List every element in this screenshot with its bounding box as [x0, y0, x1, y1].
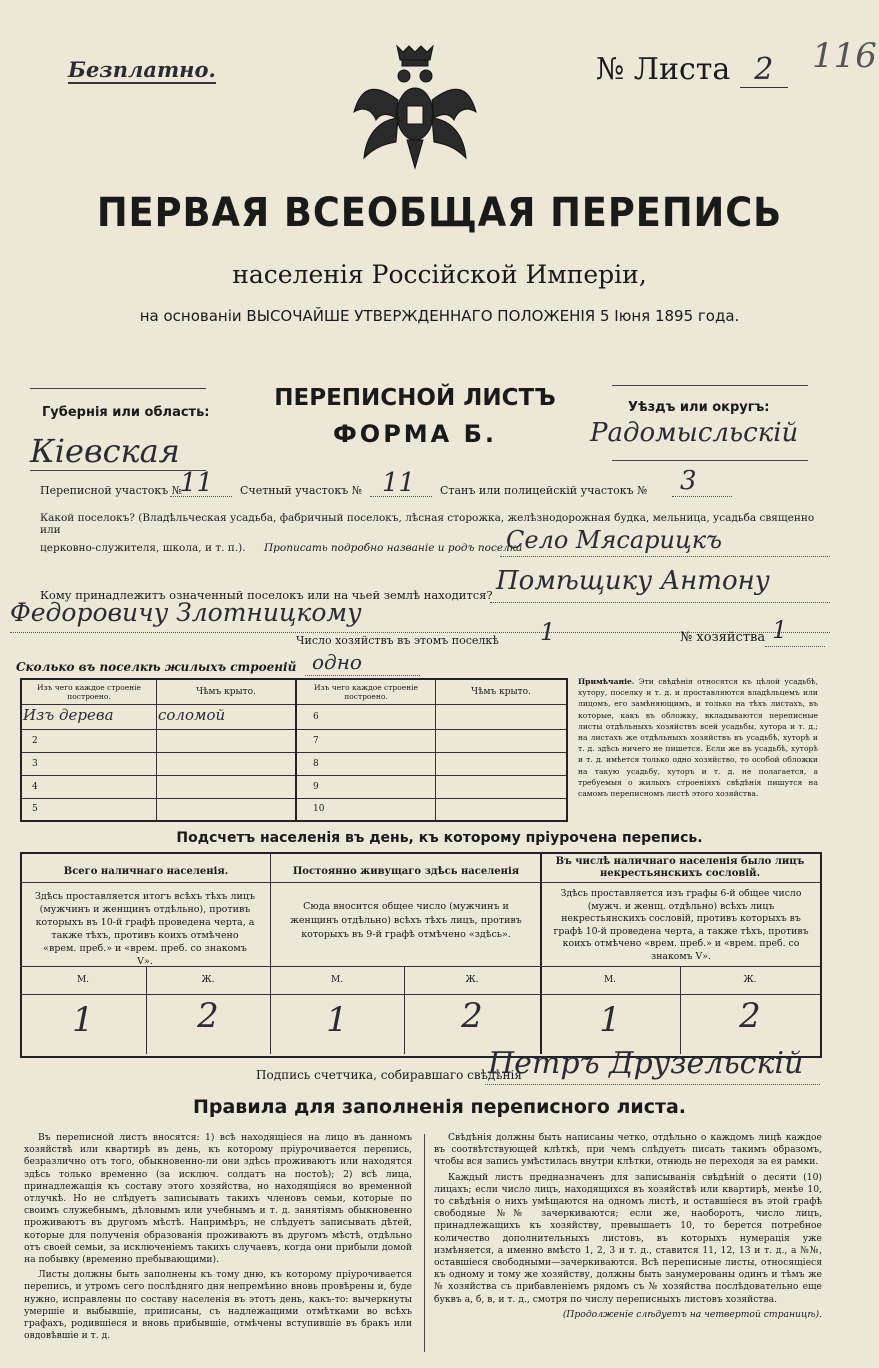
rules-heading: Правила для заполненія переписного листа.: [192, 1096, 687, 1118]
free-label: Безплатно.: [68, 57, 216, 82]
count-col1-text: Здѣсь проставляется итогъ всѣхъ тѣхъ лицъ (мужчинъ и женщинъ отдѣльно), противъ которыхъ въ 10-й графѣ проведена черта, а также тѣхъ, противъ коихъ отмѣчено «врем. преб.» и «врем. преб. со знакомъ V».: [34, 891, 256, 967]
count-value-5: 1: [599, 1000, 621, 1040]
row2-number: 2: [21, 729, 157, 752]
count-m-2: М.: [330, 975, 344, 985]
count-value-2: 2: [197, 996, 219, 1036]
poselok-question-cont: церковно-служителя, школа, и т. п.).: [40, 542, 246, 554]
schetny-value: 11: [382, 468, 416, 498]
household-no-value: 1: [772, 616, 788, 644]
row8-number: 8: [296, 752, 436, 775]
count-col2-title: Постоянно живущаго здѣсь населенія: [292, 866, 520, 877]
count-m-1: М.: [76, 975, 90, 985]
note-text: Эти свѣдѣнія относятся къ цѣлой усадьбѣ, хутору, поселку и т. д. и проставляются владѣльцемъ или лицомъ, его замѣняющимъ, и только на тѣхъ листахъ, въ которые, какъ въ обложку, вкладываются переписные листы отдѣльныхъ хозяйствъ всей усадьбы, хутора и т. д.; на листахъ же отдѣльныхъ хозяйствъ въ усадьбѣ, хуторѣ и т. д. здѣсь ничего не пишется. Если же въ усадьбѣ, хуторѣ и т. д. имѣется только одно хозяйство, то особой обложки на такую усадьбу, хуторъ и т. д. не полагается, а требуемыя о жилыхъ строеніяхъ свѣдѣнія пишутся на самомъ переписномъ листѣ этого хозяйства.: [578, 677, 818, 799]
schetny-label: Счетный участокъ №: [240, 484, 363, 497]
row1-roof: соломой: [158, 706, 226, 725]
rules-left-column: [24, 1132, 412, 1345]
form-heading: ПЕРЕПИСНОЙ ЛИСТЪ: [274, 385, 556, 411]
archive-number: 116: [812, 36, 877, 76]
row7-number: 7: [296, 729, 436, 752]
count-zh-1: Ж.: [201, 975, 215, 985]
household-no-label: № хозяйства: [680, 630, 766, 645]
stan-label: Станъ или полицейскій участокъ №: [440, 484, 648, 497]
rules-left-p1: Въ переписной листъ вносятся: 1) всѣ находящіеся на лицо въ данномъ хозяйствѣ или квартирѣ въ день, къ которому пріурочивается перепись, безразлично отъ того, обыкновенно-ли они здѣсь проживаютъ или находятся здѣсь только временно (за исключ. солдатъ на постоѣ); 2) всѣ лица, принадлежащія къ составу этого хозяйства, но находящіяся во временной отлучкѣ. Но не слѣдуетъ записывать такихъ членовъ семьи, которые по своимъ служебнымъ, дѣловымъ или учебнымъ и т. д. занятіямъ обыкновенно проживаютъ въ другомъ мѣстѣ. Напримѣръ, не слѣдуетъ записывать дѣтей, которые для полученія образованія проживаютъ въ другомъ мѣстѣ, отдѣльно отъ своей семьи, за исключеніемъ такихъ случаевъ, когда они прибыли домой на побывку (временно пребывающими).: [24, 1132, 412, 1266]
uezd-value: Радомысльскій: [590, 418, 799, 448]
buildings-label: Сколько въ поселкѣ жилыхъ строеній: [16, 660, 297, 674]
rules-right-p1: Свѣдѣнія должны быть написаны четко, отдѣльно о каждомъ лицѣ каждое въ соотвѣтствующей клѣткѣ, при чемъ слѣдуетъ писать такимъ образомъ, чтобы вся запись умѣстилась внутри клѣтки, отнюдь не переходя за ея рамки.: [434, 1132, 822, 1168]
perepisnoy-value: 11: [180, 468, 214, 498]
signature-value: Петръ Друзельскій: [488, 1046, 804, 1081]
owner-question: Кому принадлежитъ означенный поселокъ или на чьей землѣ находится?: [40, 588, 493, 602]
row4-number: 4: [21, 775, 157, 798]
legal-basis: на основаніи ВЫСОЧАЙШЕ УТВЕРЖДЕННАГО ПОЛОЖЕНІЯ 5 Іюня 1895 года.: [139, 307, 740, 325]
count-col3-text: Здѣсь проставляется изъ графы 6-й общее число (мужч. и женщ. отдѣльно) всѣхъ лицъ некрестьянскихъ сословій, противъ которыхъ въ графѣ 10-й проведена черта, а также тѣхъ, противъ коихъ отмѣчено «врем. преб.» и «врем. преб. со знакомъ V».: [553, 888, 809, 962]
row3-number: 3: [21, 752, 157, 775]
rules-right-p2: Каждый листъ предназначенъ для записыванія свѣдѣній о десяти (10) лицахъ; если число лицъ, находящихся въ хозяйствѣ или квартирѣ, менѣе 10, то свѣдѣнія о нихъ умѣщаются на одномъ листѣ, и оставшіеся въ этой графѣ свободные №№ зачеркиваются; если же, наоборотъ, число лицъ, принадлежащихъ къ хозяйству, превышаетъ 10, то берется потребное количество дополнительныхъ листовъ, въ которыхъ нумерація уже измѣняется, а именно вмѣсто 1, 2, 3 и т. д., ставится 11, 12, 13 и т. д., а №№, оставшіеся свободными—зачеркиваются. Всѣ переписные листы, относящіеся къ одному и тому же хозяйству, должны быть занумерованы одинъ и тѣмъ же № хозяйства съ прибавленіемъ рядомъ съ № хозяйства послѣдовательно еще буквъ а, б, в, и т. д., смотря по числу переписныхъ листовъ хозяйства.: [434, 1171, 822, 1305]
count-value-3: 1: [326, 1000, 348, 1040]
buildings-value: одно: [312, 650, 362, 674]
count-m-3: М.: [603, 975, 617, 985]
uezd-label: Уѣздъ или округъ:: [628, 400, 770, 415]
col-material-header: Изъ чего каждое строеніе построено.: [21, 679, 157, 704]
rules-continuation: (Продолженіе слѣдуетъ на четвертой страницѣ).: [562, 1308, 822, 1320]
row6-number: 6: [296, 704, 436, 729]
perepisnoy-label: Переписной участокъ №: [40, 484, 183, 497]
count-col3-title: Въ числѣ наличнаго населенія было лицъ некрестьянскихъ сословій.: [555, 856, 805, 879]
count-zh-2: Ж.: [465, 975, 479, 985]
count-value-6: 2: [739, 996, 761, 1036]
stan-value: 3: [680, 466, 697, 496]
owner-value-line1: Помѣщику Антону: [496, 566, 770, 596]
col-roof-header-2: Чѣмъ крыто.: [436, 679, 568, 704]
sheet-number-value: 2: [740, 52, 788, 88]
page-subtitle: населенія Россійской Имперіи,: [232, 260, 647, 289]
count-zh-3: Ж.: [743, 975, 757, 985]
row10-number: 10: [296, 798, 436, 821]
sheet-number-label: № Листа 2: [596, 52, 788, 88]
count-value-4: 2: [461, 996, 483, 1036]
count-col1-title: Всего наличнаго населенія.: [63, 866, 229, 877]
poselok-value: Село Мясарицкъ: [506, 526, 723, 554]
col-material-header-2: Изъ чего каждое строеніе построено.: [296, 679, 436, 704]
count-heading: Подсчетъ населенія въ день, къ которому пріурочена перепись.: [176, 830, 703, 846]
row5-number: 5: [21, 798, 157, 821]
households-value: 1: [540, 618, 556, 646]
buildings-note: [578, 676, 818, 799]
note-title: Примѣчаніе.: [578, 677, 635, 686]
page-title: ПЕРВАЯ ВСЕОБЩАЯ ПЕРЕПИСЬ: [96, 190, 783, 236]
buildings-table: [20, 678, 568, 822]
col-roof-header: Чѣмъ крыто.: [157, 679, 297, 704]
rules-left-p2: Листы должны быть заполнены къ тому дню, къ которому пріурочивается перепись, и утромъ сего послѣдняго дня непремѣнно вновь провѣрены и, буде нужно, исправлены по составу населенія въ этотъ день, какъ-то: вычеркнуты умершіе и выбывшіе, приписаны, съ надлежащими отмѣтками во всѣхъ графахъ, родившіеся и вновь прибывшіе, отмѣчены вступившіе въ бракъ или овдовѣвшіе и т. д.: [24, 1269, 412, 1342]
gubernia-label: Губернія или область:: [42, 405, 210, 420]
rules-right-column: [434, 1132, 822, 1324]
count-value-1: 1: [72, 1000, 94, 1040]
row9-number: 9: [296, 775, 436, 798]
signature-label: Подпись счетчика, собиравшаго свѣдѣнія: [256, 1068, 522, 1082]
poselok-question: Какой поселокъ? (Владѣльческая усадьба, фабричный поселокъ, лѣсная сторожка, желѣзнодорожная будка, мельница, усадьба священно или: [40, 512, 815, 536]
poselok-instruction: Прописать подробно названіе и родъ поселка: [264, 542, 523, 554]
form-type: ФОРМА Б.: [332, 420, 497, 448]
imperial-eagle-emblem-icon: [352, 40, 478, 180]
count-col2-text: Сюда вносится общее число (мужчинъ и женщинъ отдѣльно) всѣхъ тѣхъ лицъ, противъ которыхъ въ 9-й графѣ отмѣчено «здѣсь».: [290, 901, 522, 940]
owner-value-line2: Федоровичу Злотницкому: [10, 598, 362, 627]
gubernia-value: Кіевская: [30, 432, 180, 470]
row1-material: Изъ дерева: [23, 706, 114, 725]
households-label: Число хозяйствъ въ этомъ поселкѣ: [296, 634, 499, 647]
